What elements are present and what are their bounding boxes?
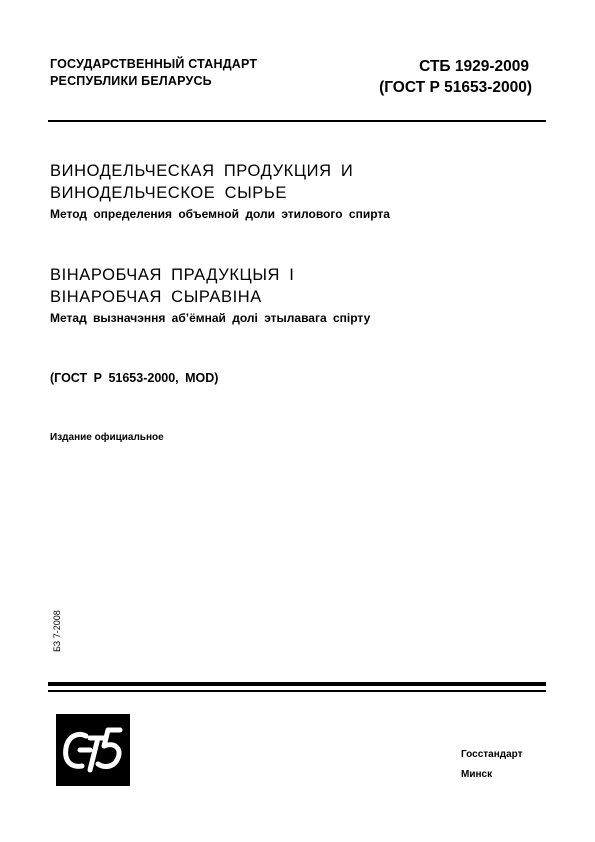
- bottom-rule-thin: [48, 690, 546, 692]
- by-title-line-1: ВІНАРОБЧАЯ ПРАДУКЦЫЯ І: [50, 266, 295, 284]
- issuer-line-1: ГОСУДАРСТВЕННЫЙ СТАНДАРТ: [50, 57, 258, 71]
- modification-note: (ГОСТ Р 51653-2000, MOD): [50, 371, 219, 385]
- issuer-line-2: РЕСПУБЛИКИ БЕЛАРУСЬ: [50, 74, 212, 88]
- publisher-name: Госстандарт: [461, 749, 523, 760]
- ru-subtitle: Метод определения объемной доли этилового спирта: [50, 207, 390, 221]
- ru-title-line-1: ВИНОДЕЛЬЧЕСКАЯ ПРОДУКЦИЯ И: [50, 162, 354, 180]
- publisher-city: Минск: [461, 769, 493, 780]
- bottom-rule-thick: [48, 682, 546, 686]
- standard-equivalent: (ГОСТ Р 51653-2000): [379, 79, 532, 96]
- header-rule: [48, 120, 546, 122]
- by-subtitle: Метад вызначэння аб’ёмнай долі этылавага спірту: [50, 311, 371, 325]
- gosstandart-logo: [56, 714, 130, 786]
- ru-title-line-2: ВИНОДЕЛЬЧЕСКОЕ СЫРЬЕ: [50, 184, 287, 202]
- side-code: БЗ 7-2008: [52, 610, 62, 652]
- by-title-line-2: ВІНАРОБЧАЯ СЫРАВІНА: [50, 288, 262, 306]
- standard-number: СТБ 1929-2009: [419, 58, 529, 75]
- edition-label: Издание официальное: [50, 432, 164, 443]
